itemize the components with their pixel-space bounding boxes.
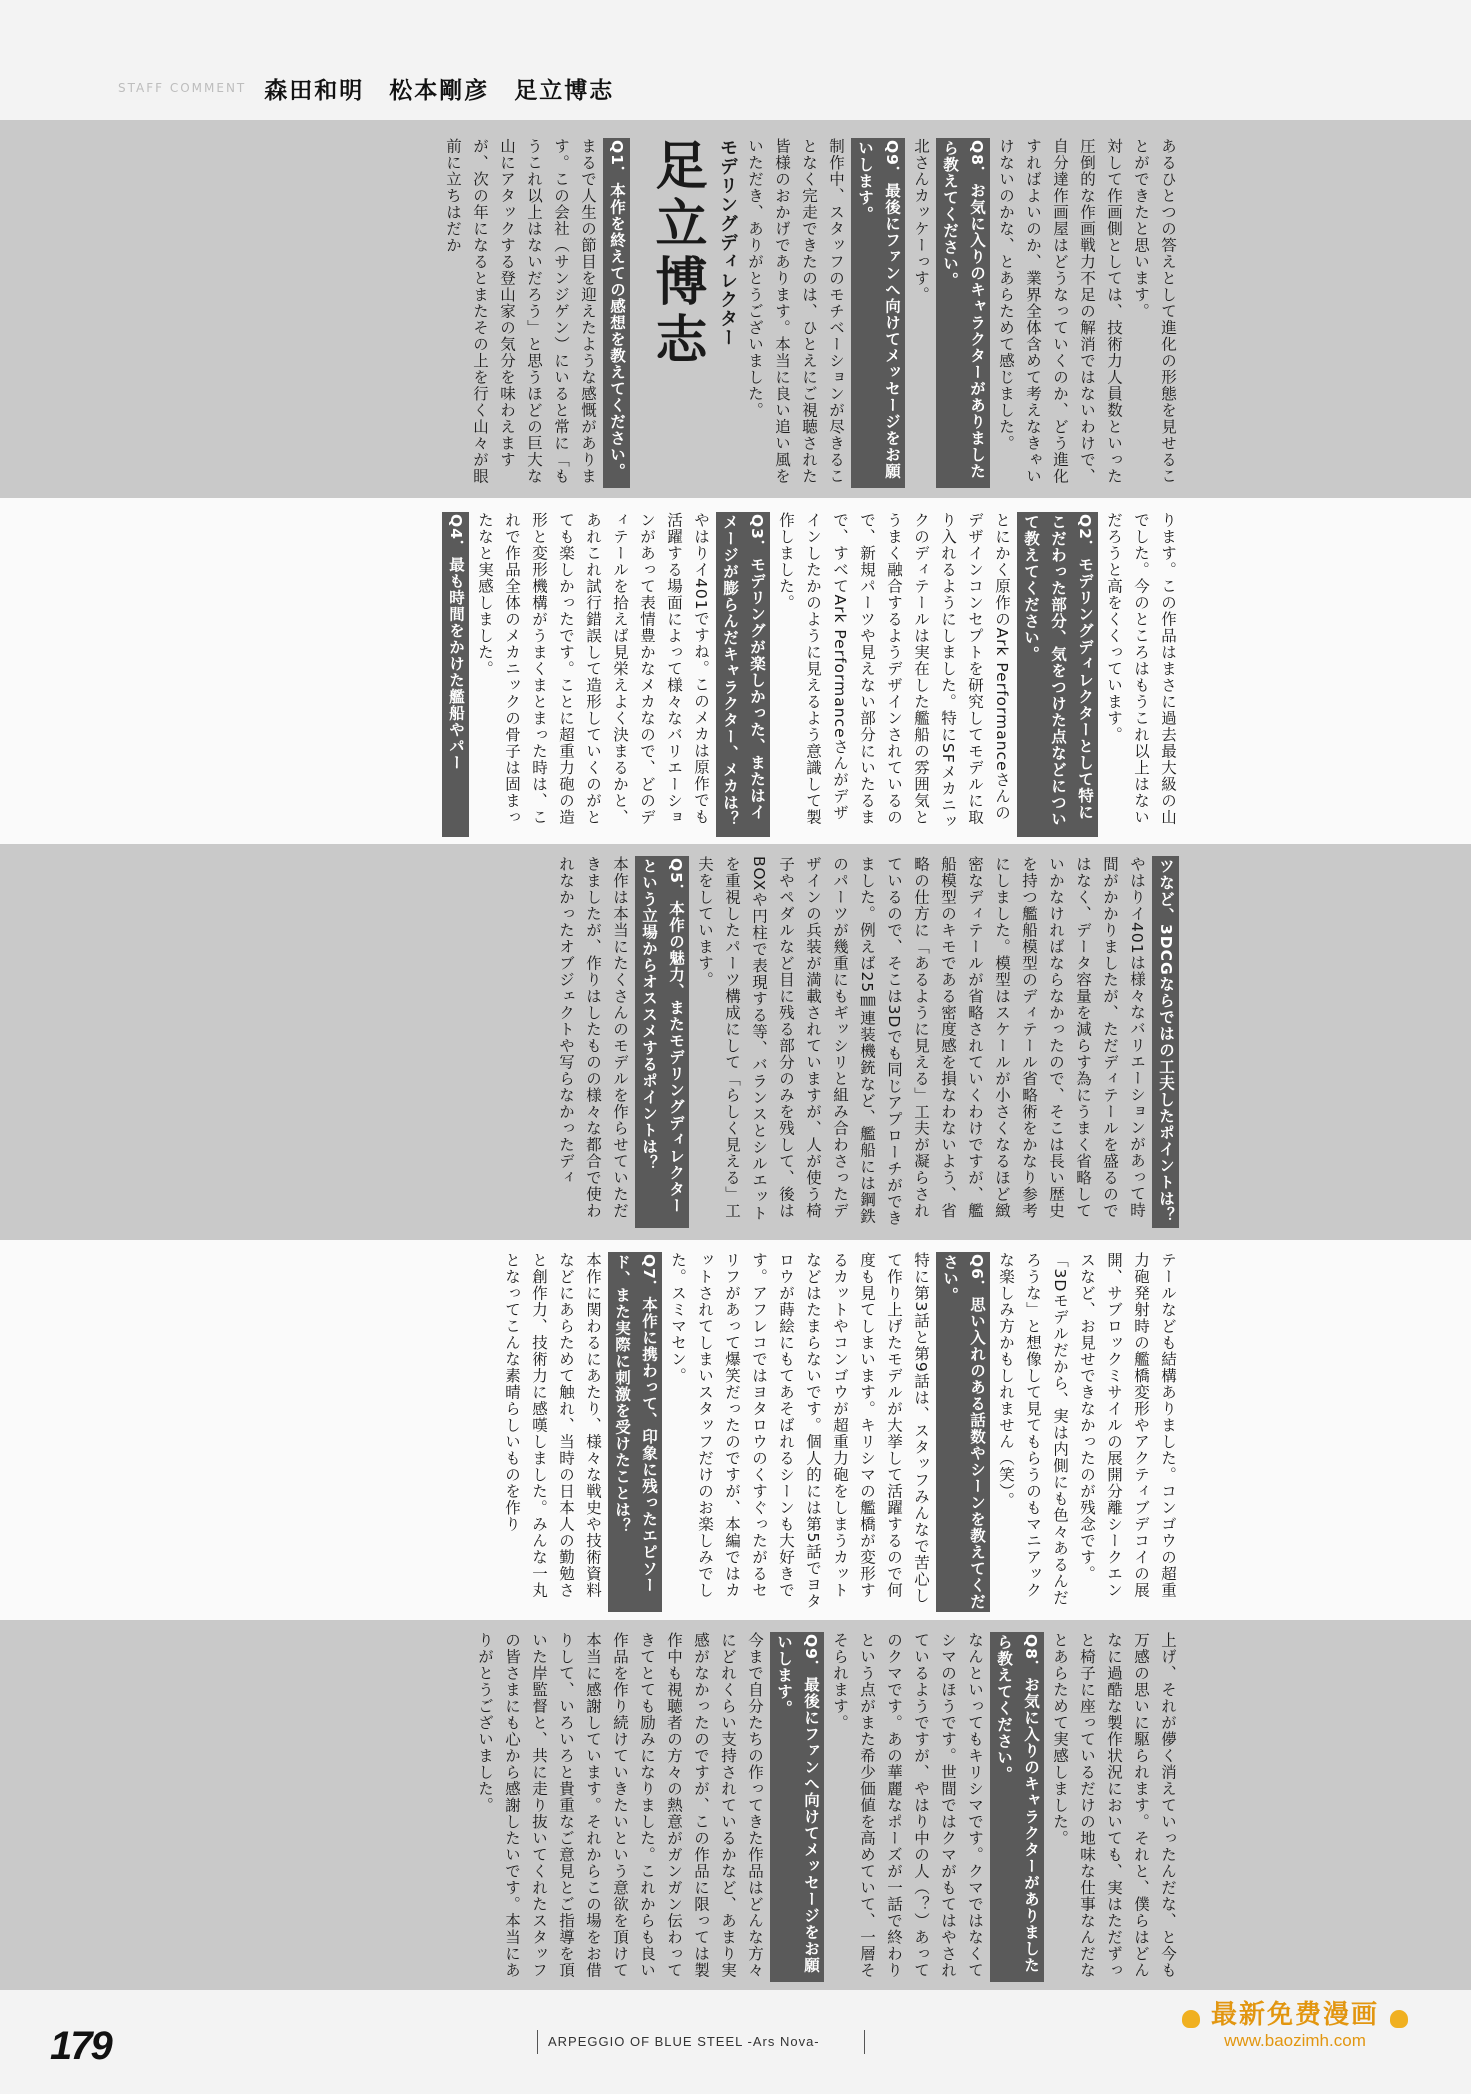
answer-4: やはりイ401は様々なバリエーションがあって時間がかかりましたが、ただディテールを盛るのではなく、データ容量を減らす為にうまく省略していかなければならなかったので、そこは長い歴史を持つ艦船模型のディテール省略術をかなり参考にしました。模型はスケールが小さくなるほど緻密なディテールが省略されていくわけですが、艦船模型のキモである密度感を損なわないよう、省略の仕方に「あるように見える」工夫が凝らされているので、そこは3Dでも同じアプローチができました。例えば25㎜連装機銃など、艦船には鋼鉄のパーツが幾重にもギッシリと組み合わさったデザインの兵装が満載されていますが、人が使う椅子やペダルなど目に残る部分のみを残して、後はBOXや円柱で表現する等、バランスとシルエットを重視したパーツ構成にして「らしく見える」工夫をしています。 xyxy=(696,856,1146,1227)
watermark-text: 最新免费漫画 xyxy=(1210,2000,1379,2030)
answer-3: やはりイ401ですね。このメカは原作でも活躍する場面によって様々なバリエーションがあって表情豊かなメカなので、どのディテールを拾えば見栄えよく決まるかと、あれこれ試行錯誤して造形していくのがとても楽しかったです。ことに超重力砲の造形と変形機構がうまくまとまった時は、これで作品全体のメカニックの骨子は固まったなと実感しました。 xyxy=(476,512,710,826)
footer-divider-right xyxy=(864,2030,865,2054)
question-7: Q7．本作に携わって、印象に残ったエピソード、また実際に刺激を受けたことは？ xyxy=(608,1252,662,1612)
footer-divider-left xyxy=(537,2030,538,2054)
answer-5: 本作は本当にたくさんのモデルを作らせていただきましたが、作りはしたものの様々な都合で使われなかったオブジェクトや写らなかったディ xyxy=(557,856,629,1219)
question-9b: Q9．最後にファンへ向けてメッセージをお願いします。 xyxy=(770,1632,824,1982)
answer-2: とにかく原作のArk Performanceさんのデザインコンセプトを研究してモデルに取り入れるようにしました。特にSFメカニックのディテールは実在した艦船の雰囲気とうまく融合するようデザインされているので、新規パーツや見えない部分にいたるまで、すべてArk Performanceさんがデザインしたかのように見えるよう意識して製作しました。 xyxy=(777,512,1011,830)
question-8b: Q8．お気に入りのキャラクターがありましたら教えてください。 xyxy=(990,1632,1044,1982)
answer-8a: 北さんカッケーっす。 xyxy=(912,138,930,303)
watermark xyxy=(1134,1994,1456,2070)
question-8a: Q8．お気に入りのキャラクターがありましたら教えてください。 xyxy=(936,138,990,488)
intro-1: あるひとつの答えとして進化の形態を見せることができたと思います。 xyxy=(1132,138,1177,485)
question-9a: Q9．最後にファンへ向けてメッセージをお願いします。 xyxy=(851,138,905,488)
section-1 xyxy=(121,138,1181,488)
section-3 xyxy=(121,856,1181,1228)
section-4 xyxy=(121,1252,1181,1612)
question-2: Q2．モデリングディレクターとして特にこだわった部分、気をつけた点などについて教えてください。 xyxy=(1017,512,1098,837)
question-6: Q6．思い入れのある話数やシーンを教えてください。 xyxy=(936,1252,990,1612)
header-tag: STAFF COMMENT xyxy=(118,81,247,95)
profile-role: モデリングディレクター xyxy=(717,138,738,347)
page-number: 179 xyxy=(50,2024,111,2068)
answer-6: 特に第3話と第9話は、スタッフみんなで苦心して作り上げたモデルが大挙して活躍するので何度も見てしまいます。キリシマの艦橋が変形するカットやコンゴウが超重力砲をしまうカットなどはたまらないです。個人的には第5話でヨタロウが蒔絵にもてあそばれるシーンも大好きです。アフレコではヨタロウのくすぐったがるセリフがあって爆笑だったのですが、本編ではカットされてしまいスタッフだけのお楽しみでした。スミマセン。 xyxy=(669,1252,930,1610)
continued-4: テールなども結構ありました。コンゴウの超重力砲発射時の艦橋変形やアクティブデコイの展開、サブロックミサイルの展開分離シークエンスなど、お見せできなかったのが残念です。「3Dモデルだから、実は内側にも色々あるんだろうな」と想像して見てもらうのもマニアックな楽しみ方かもしれません（笑）。 xyxy=(997,1252,1177,1606)
answer-1: まるで人生の節目を迎えたような感慨があります。この会社（サンジゲン）にいると常に「もうこれ以上はないだろう」と思うほどの巨大な山にアタックする登山家の気分を味わえますが、次の年になるとまたその上を行く山々が眼前に立ちはだか xyxy=(444,138,597,485)
pointing-hand-icon xyxy=(1390,2010,1408,2028)
pointing-hand-icon xyxy=(1182,2010,1200,2028)
answer-8b: なんといってもキリシマです。クマではなくてシマのほうです。世間ではクマがもてはやされているようですが、やはり中の人（？）あってのクマです。あの華麗なポーズが一話で終わりという点がまた希少価値を高めていて、一層そそられます。 xyxy=(831,1632,984,1979)
staff-comment-header xyxy=(118,66,738,110)
intro-2: 対して作画側としては、技術力人員数といった圧倒的な作画戦力不足の解消ではないわけで、自分達作画屋はどうなっていくのか、どう進化すればよいのか、業界全体含めて考えなきゃいけないのかな、とあらためて感じました。 xyxy=(997,138,1123,485)
question-5: Q5．本作の魅力、またモデリングディレクターという立場からオススメするポイントは？ xyxy=(635,856,689,1228)
footer-title: ARPEGGIO OF BLUE STEEL -Ars Nova- xyxy=(548,2034,820,2049)
section-5 xyxy=(121,1632,1181,1982)
continued-2: ります。この作品はまさに過去最大級の山でした。今のところはもうこれ以上はないだろうと高をくくっています。 xyxy=(1105,512,1177,826)
continued-5: 上げ、それが儚く消えていったんだな、と今も万感の思いに駆られます。それと、僕らはどんなに過酷な製作状況においても、実はただずっと椅子に座っているだけの地味な仕事なんだなとあらためて実感しました。 xyxy=(1051,1632,1177,1979)
question-4-end: ツなど、3DCGならではの工夫したポイントは？ xyxy=(1152,856,1179,1228)
answer-9a: 制作中、スタッフのモチベーションが尽きることなく完走できたのは、ひとえにご視聴された皆様のおかげであります。本当に良い追い風をいただき、ありがとうございました。 xyxy=(746,138,845,485)
watermark-url: www.baozimh.com xyxy=(1224,2031,1366,2050)
answer-9b: 今まで自分たちの作ってきた作品はどんな方々にどれくらい支持されているかなど、あまり実感がなかったのですが、この作品に限っては製作中も視聴者の方々の熱意がガンガン伝わってきてとても励みになりました。これからも良い作品を作り続けていきたいという意欲を頂けて本当に感謝しています。それからこの場をお借りして、いろいろと貴重なご意見とご指導を頂いた岸監督と、共に走り抜いてくれたスタッフの皆さまにも心から感謝したいです。本当にありがとうございました。 xyxy=(476,1632,764,1979)
question-3: Q3．モデリングが楽しかった、またはイメージが膨らんだキャラクター、メカは？ xyxy=(716,512,770,837)
answer-7: 本作に関わるにあたり、様々な戦史や技術資料などにあらためて触れ、当時の日本人の勤勉さと創作力、技術力に感嘆しました。みんな一丸となってこんな素晴らしいものを作り xyxy=(503,1252,602,1599)
profile-name: 足立博志 xyxy=(646,138,706,370)
question-4-start: Q4．最も時間をかけた艦船やパー xyxy=(442,512,469,837)
question-1: Q1．本作を終えての感想を教えてください。 xyxy=(603,138,630,488)
section-2 xyxy=(121,512,1181,837)
header-names: 森田和明 松本剛彦 足立博志 xyxy=(264,77,615,104)
